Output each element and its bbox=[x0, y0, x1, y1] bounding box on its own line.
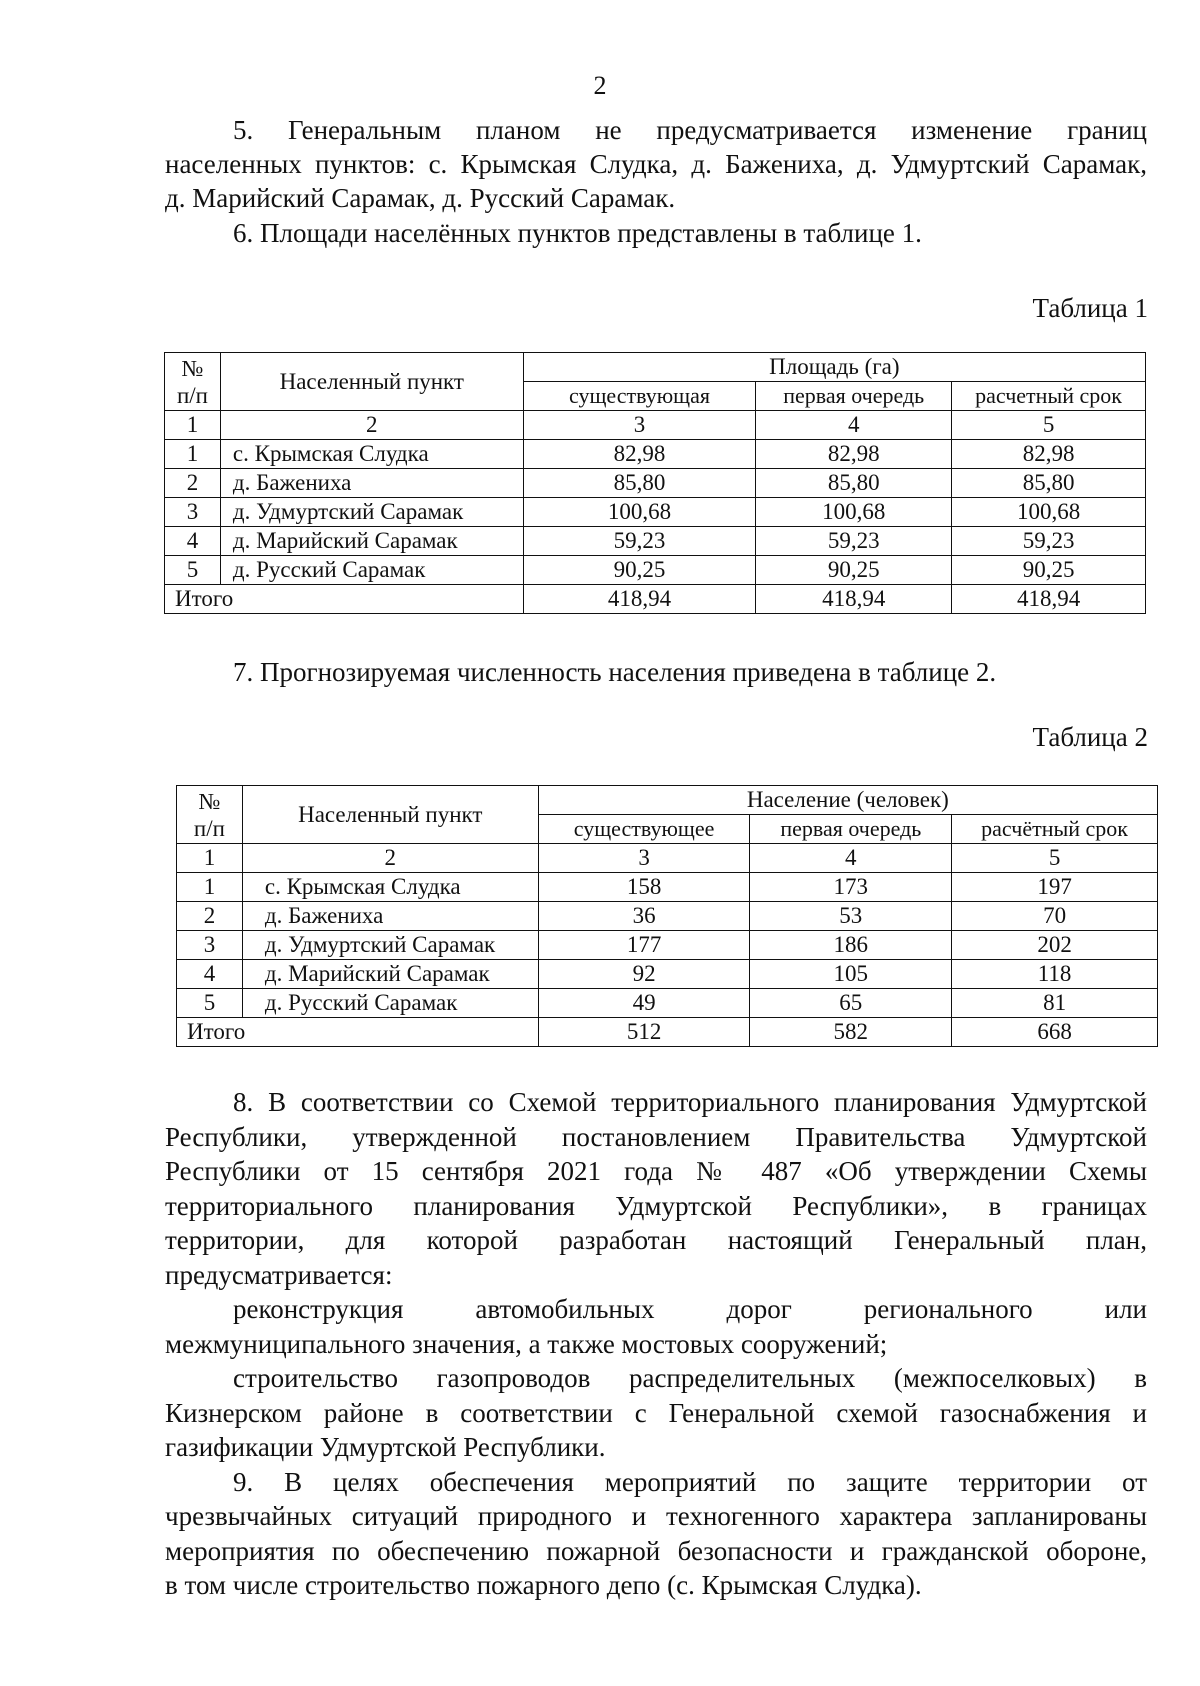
total-first-stage: 582 bbox=[750, 1018, 952, 1047]
row-number: 5 bbox=[165, 556, 221, 585]
header-cell-first-stage: первая очередь bbox=[750, 815, 952, 844]
table-row bbox=[165, 498, 1146, 527]
row-target-term: 59,23 bbox=[952, 527, 1146, 556]
row-first-stage: 105 bbox=[750, 960, 952, 989]
total-existing: 512 bbox=[538, 1018, 750, 1047]
total-existing: 418,94 bbox=[523, 585, 756, 614]
row-existing: 158 bbox=[538, 873, 750, 902]
row-target-term: 202 bbox=[952, 931, 1158, 960]
row-number: 5 bbox=[177, 989, 243, 1018]
row-existing: 49 bbox=[538, 989, 750, 1018]
table-row bbox=[177, 931, 1158, 960]
row-settlement: д. Марийский Сарамак bbox=[242, 960, 538, 989]
paragraph-5-line-3: д. Марийский Сарамак, д. Русский Сарамак. bbox=[165, 183, 676, 213]
paragraph-6: 6. Площади населённых пунктов представлены в таблице 1. bbox=[233, 218, 922, 248]
index-cell: 1 bbox=[177, 844, 243, 873]
row-first-stage: 82,98 bbox=[756, 440, 952, 469]
row-number: 4 bbox=[177, 960, 243, 989]
table-row bbox=[165, 556, 1146, 585]
row-settlement: д. Бажениха bbox=[220, 469, 523, 498]
row-first-stage: 100,68 bbox=[756, 498, 952, 527]
row-number: 2 bbox=[177, 902, 243, 931]
table-index-row bbox=[177, 844, 1158, 873]
paragraph-8-line-5: территории, для которой разработан настоящий Генеральный план, bbox=[165, 1225, 1147, 1255]
row-first-stage: 85,80 bbox=[756, 469, 952, 498]
paragraph-5-line-2: населенных пунктов: с. Крымская Слудка, д. Бажениха, д. Удмуртский Сарамак, bbox=[165, 149, 1147, 179]
row-settlement: д. Русский Сарамак bbox=[242, 989, 538, 1018]
header-cell-target-term: расчетный срок bbox=[952, 382, 1146, 411]
row-settlement: д. Русский Сарамак bbox=[220, 556, 523, 585]
table-2-caption: Таблица 2 bbox=[1032, 722, 1148, 752]
row-settlement: д. Бажениха bbox=[242, 902, 538, 931]
area-table bbox=[164, 352, 1146, 614]
row-settlement: с. Крымская Слудка bbox=[242, 873, 538, 902]
row-target-term: 85,80 bbox=[952, 469, 1146, 498]
table-total-row bbox=[177, 1018, 1158, 1047]
row-target-term: 70 bbox=[952, 902, 1158, 931]
table-header-row bbox=[165, 353, 1146, 382]
index-cell: 4 bbox=[750, 844, 952, 873]
row-number: 4 bbox=[165, 527, 221, 556]
paragraph-8-line-1: 8. В соответствии со Схемой территориального планирования Удмуртской bbox=[233, 1087, 1147, 1117]
table-1-caption: Таблица 1 bbox=[1032, 293, 1148, 323]
table-row bbox=[177, 960, 1158, 989]
table-row bbox=[177, 873, 1158, 902]
header-cell-settlement: Населенный пункт bbox=[220, 353, 523, 411]
index-cell: 5 bbox=[952, 844, 1158, 873]
row-target-term: 118 bbox=[952, 960, 1158, 989]
row-existing: 59,23 bbox=[523, 527, 756, 556]
header-cell-target-term: расчётный срок bbox=[952, 815, 1158, 844]
row-first-stage: 53 bbox=[750, 902, 952, 931]
row-number: 3 bbox=[177, 931, 243, 960]
row-number: 1 bbox=[177, 873, 243, 902]
row-settlement: д. Удмуртский Сарамак bbox=[220, 498, 523, 527]
table-total-row bbox=[165, 585, 1146, 614]
total-target-term: 418,94 bbox=[952, 585, 1146, 614]
table-index-row bbox=[165, 411, 1146, 440]
paragraph-9-line-1: 9. В целях обеспечения мероприятий по защите территории от bbox=[233, 1467, 1147, 1497]
row-first-stage: 173 bbox=[750, 873, 952, 902]
row-settlement: д. Марийский Сарамак bbox=[220, 527, 523, 556]
row-existing: 85,80 bbox=[523, 469, 756, 498]
row-number: 2 bbox=[165, 469, 221, 498]
population-table bbox=[176, 785, 1158, 1047]
row-target-term: 90,25 bbox=[952, 556, 1146, 585]
index-cell: 2 bbox=[220, 411, 523, 440]
index-cell: 2 bbox=[242, 844, 538, 873]
row-first-stage: 65 bbox=[750, 989, 952, 1018]
header-cell-existing: существующая bbox=[523, 382, 756, 411]
total-target-term: 668 bbox=[952, 1018, 1158, 1047]
table-row bbox=[177, 989, 1158, 1018]
header-cell-first-stage: первая очередь bbox=[756, 382, 952, 411]
paragraph-8-line-2: Республики, утвержденной постановлением Правительства Удмуртской bbox=[165, 1122, 1147, 1152]
paragraph-8-line-6: предусматривается: bbox=[165, 1260, 393, 1290]
index-cell: 3 bbox=[523, 411, 756, 440]
row-existing: 36 bbox=[538, 902, 750, 931]
paragraph-9-line-4: в том числе строительство пожарного депо (с. Крымская Слудка). bbox=[165, 1570, 922, 1600]
bullet-1-line-2: межмуниципального значения, а также мостовых сооружений; bbox=[165, 1329, 888, 1359]
paragraph-8-line-3: Республики от 15 сентября 2021 года № 487 «Об утверждении Схемы bbox=[165, 1156, 1147, 1186]
row-first-stage: 186 bbox=[750, 931, 952, 960]
paragraph-9-line-3: мероприятия по обеспечению пожарной безопасности и гражданской обороне, bbox=[165, 1536, 1147, 1566]
row-number: 3 bbox=[165, 498, 221, 527]
header-cell-number bbox=[165, 353, 221, 411]
bullet-1-line-1: реконструкция автомобильных дорог регионального или bbox=[233, 1294, 1147, 1324]
bullet-2-line-1: строительство газопроводов распределительных (межпоселковых) в bbox=[233, 1363, 1147, 1393]
header-cell-number bbox=[177, 786, 243, 844]
total-first-stage: 418,94 bbox=[756, 585, 952, 614]
bullet-2-line-3: газификации Удмуртской Республики. bbox=[165, 1432, 606, 1462]
row-first-stage: 90,25 bbox=[756, 556, 952, 585]
row-number: 1 bbox=[165, 440, 221, 469]
row-settlement: д. Удмуртский Сарамак bbox=[242, 931, 538, 960]
index-cell: 5 bbox=[952, 411, 1146, 440]
header-cell-existing: существующее bbox=[538, 815, 750, 844]
row-target-term: 82,98 bbox=[952, 440, 1146, 469]
header-cell-area-group: Площадь (га) bbox=[523, 353, 1145, 382]
row-existing: 82,98 bbox=[523, 440, 756, 469]
table-row bbox=[165, 469, 1146, 498]
paragraph-5-line-1: 5. Генеральным планом не предусматривается изменение границ bbox=[233, 115, 1147, 145]
index-cell: 3 bbox=[538, 844, 750, 873]
row-existing: 177 bbox=[538, 931, 750, 960]
index-cell: 4 bbox=[756, 411, 952, 440]
row-existing: 100,68 bbox=[523, 498, 756, 527]
row-settlement: с. Крымская Слудка bbox=[220, 440, 523, 469]
page-number: 2 bbox=[593, 71, 607, 100]
header-cell-population-group: Население (человек) bbox=[538, 786, 1157, 815]
table-row bbox=[165, 440, 1146, 469]
row-existing: 90,25 bbox=[523, 556, 756, 585]
index-cell: 1 bbox=[165, 411, 221, 440]
header-number-abbr: п/п bbox=[193, 815, 225, 841]
row-first-stage: 59,23 bbox=[756, 527, 952, 556]
bullet-2-line-2: Кизнерском районе в соответствии с Генеральной схемой газоснабжения и bbox=[165, 1398, 1147, 1428]
header-cell-settlement: Населенный пункт bbox=[242, 786, 538, 844]
total-label: Итого bbox=[177, 1018, 539, 1047]
row-target-term: 197 bbox=[952, 873, 1158, 902]
row-existing: 92 bbox=[538, 960, 750, 989]
header-number-symbol: № bbox=[198, 788, 221, 814]
table-row bbox=[165, 527, 1146, 556]
paragraph-7: 7. Прогнозируемая численность населения приведена в таблице 2. bbox=[233, 657, 997, 687]
header-number-abbr: п/п bbox=[176, 382, 208, 408]
table-row bbox=[177, 902, 1158, 931]
paragraph-9-line-2: чрезвычайных ситуаций природного и техногенного характера запланированы bbox=[165, 1501, 1147, 1531]
row-target-term: 81 bbox=[952, 989, 1158, 1018]
header-number-symbol: № bbox=[181, 355, 204, 381]
paragraph-8-line-4: территориального планирования Удмуртской Республики», в границах bbox=[165, 1191, 1147, 1221]
row-target-term: 100,68 bbox=[952, 498, 1146, 527]
total-label: Итого bbox=[165, 585, 524, 614]
table-header-row bbox=[177, 786, 1158, 815]
